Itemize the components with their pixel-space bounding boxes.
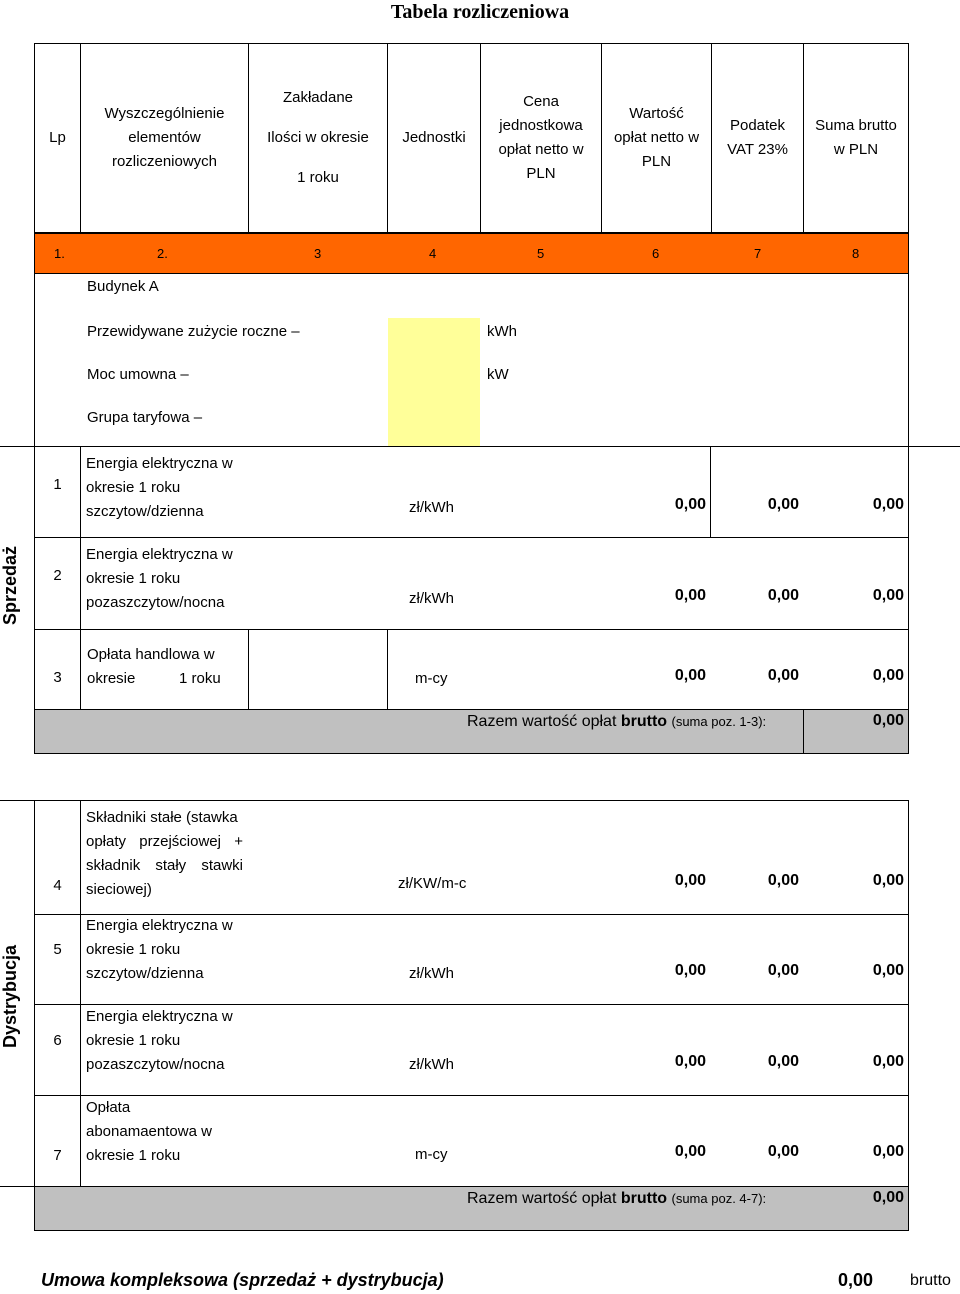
header-units: [387, 43, 481, 233]
header-vat-line2: VAT 23%: [727, 141, 788, 158]
column-number-6: 6: [652, 246, 660, 261]
header-sum: [803, 43, 909, 233]
dist-total-label-bold: brutto: [620, 1190, 668, 1207]
header-price-line2: jednostkowa: [499, 117, 583, 134]
row-1-lp: 1: [53, 475, 62, 493]
row-3-net: 0,00: [674, 667, 706, 684]
row-6-desc-line3: pozaszczytow/nocna: [86, 1056, 225, 1073]
row-3-desc-line2b: 1 roku: [179, 670, 221, 687]
row-4-vat: 0,00: [767, 872, 799, 889]
header-units-label: Jednostki: [402, 129, 466, 146]
row-2-vat: 0,00: [767, 587, 799, 604]
row-3-desc-divider: [248, 629, 249, 710]
row-2-desc-line3: pozaszczytow/nocna: [86, 594, 225, 611]
header-value-line2: opłat netto w: [613, 129, 700, 146]
header-vat: [711, 43, 804, 233]
column-number-5: 5: [537, 246, 545, 261]
column-number-8: 8: [852, 246, 860, 261]
building-input-highlight[interactable]: [388, 318, 480, 446]
row-4-desc-line3: składnik stały stawki: [86, 857, 243, 874]
row-5-description: [80, 908, 250, 986]
row-7-vat: 0,00: [767, 1143, 799, 1160]
header-elements: [80, 43, 249, 233]
building-name: Budynek A: [87, 278, 159, 295]
row-6-lp: 6: [53, 1031, 62, 1049]
row-1-desc-line3: szczytow/dzienna: [86, 503, 204, 520]
sales-total-label-pre: Razem wartość opłat: [467, 713, 617, 730]
row-7-net: 0,00: [674, 1143, 706, 1160]
header-price: [480, 43, 602, 233]
section-sales-label: Sprzedaż: [0, 545, 20, 625]
column-number-2: 2.: [157, 246, 168, 261]
header-value-line3: PLN: [641, 153, 672, 170]
dist-total-label-pre: Razem wartość opłat: [467, 1190, 617, 1207]
row-6-gross: 0,00: [872, 1053, 904, 1070]
row-5-vat: 0,00: [767, 962, 799, 979]
header-lp-label: Lp: [49, 129, 66, 146]
header-qty-line2: Ilości w okresie: [267, 129, 369, 146]
column-number-3: 3: [314, 246, 322, 261]
header-vat-line1: Podatek: [729, 117, 786, 134]
row-5-desc-line1: Energia elektryczna w: [86, 917, 233, 934]
header-lp: [34, 43, 81, 233]
sales-total-value: 0,00: [872, 712, 904, 729]
sales-total-label: [467, 710, 766, 734]
sales-total-label-post: (suma poz. 1-3):: [671, 714, 767, 729]
header-value-line1: Wartość: [629, 105, 684, 122]
row-7-lp: 7: [53, 1146, 62, 1164]
row-5-unit: zł/kWh: [409, 965, 454, 982]
header-elements-line1: Wyszczególnienie: [104, 105, 225, 122]
row-4-unit: zł/KW/m-c: [398, 875, 467, 892]
header-price-line1: Cena: [523, 93, 559, 110]
row-6-description: [80, 999, 250, 1077]
header-sum-line2: w PLN: [833, 141, 879, 158]
usage-label: Przewidywane zużycie roczne –: [87, 323, 300, 340]
row-5-net: 0,00: [674, 962, 706, 979]
row-6-vat: 0,00: [767, 1053, 799, 1070]
building-left-border: [34, 273, 35, 446]
row-4-net: 0,00: [674, 872, 706, 889]
header-value: [601, 43, 712, 233]
row-7-desc-line3: okresie 1 roku: [86, 1147, 181, 1164]
building-right-border: [908, 273, 909, 446]
row-5-gross: 0,00: [872, 962, 904, 979]
header-qty-line1: Zakładane: [282, 89, 354, 106]
row-1-vat: 0,00: [767, 496, 799, 513]
row-7-desc-line2: abonamaentowa w: [86, 1123, 212, 1140]
row-1-unit: zł/kWh: [409, 499, 454, 516]
distribution-total-label: [467, 1187, 766, 1211]
row-7-desc-line1: Opłata: [86, 1099, 131, 1116]
row-3-vat: 0,00: [767, 667, 799, 684]
footer-suffix: brutto: [910, 1272, 951, 1289]
header-quantity: [248, 43, 388, 233]
column-number-1: 1.: [54, 246, 65, 261]
tariff-label: Grupa taryfowa –: [87, 409, 203, 426]
dist-top-line: [0, 800, 34, 801]
header-price-line4: PLN: [526, 165, 556, 182]
column-number-7: 7: [754, 246, 762, 261]
header-price-line3: opłat netto w: [498, 141, 584, 158]
row-3-gross: 0,00: [872, 667, 904, 684]
distribution-total-value: 0,00: [872, 1189, 904, 1206]
row-2-description: [80, 537, 250, 615]
row-6-unit: zł/kWh: [409, 1056, 454, 1073]
usage-unit: kWh: [487, 323, 517, 340]
row-2-net: 0,00: [674, 587, 706, 604]
row-3-desc-line1: Opłata handlowa w: [87, 646, 215, 663]
header-qty-line3: 1 roku: [297, 169, 339, 186]
sales-total-label-bold: brutto: [620, 713, 668, 730]
row-1-desc-line1: Energia elektryczna w: [86, 455, 233, 472]
row-3-unit: m-cy: [415, 670, 448, 687]
row-5-desc-line3: szczytow/dzienna: [86, 965, 204, 982]
section-distribution-label: Dystrybucja: [0, 944, 20, 1048]
row-6-desc-line2: okresie 1 roku: [86, 1032, 181, 1049]
row-2-lp: 2: [53, 566, 62, 584]
row-1-net: 0,00: [674, 496, 706, 513]
row-1-desc-line2: okresie 1 roku: [86, 479, 181, 496]
row-4-desc-line2: opłaty przejściowej +: [86, 833, 243, 850]
header-elements-line2: elementów: [128, 129, 201, 146]
row-6-desc-line1: Energia elektryczna w: [86, 1008, 233, 1025]
row-7-unit: m-cy: [415, 1146, 448, 1163]
row-3-desc-line2: okresie: [87, 670, 136, 687]
row-2-desc-line1: Energia elektryczna w: [86, 546, 233, 563]
column-number-4: 4: [429, 246, 437, 261]
page-title: Tabela rozliczeniowa: [390, 1, 570, 23]
row-5-desc-line2: okresie 1 roku: [86, 941, 181, 958]
row-6-net: 0,00: [674, 1053, 706, 1070]
row-4-lp: 4: [53, 876, 62, 894]
row-5-lp: 5: [53, 940, 62, 958]
row-4-desc-line4: sieciowej): [86, 881, 152, 898]
footer-value: 0,00: [838, 1270, 874, 1290]
row-4-description: [80, 800, 250, 902]
footer-label: Umowa kompleksowa (sprzedaż + dystrybucja): [41, 1270, 444, 1290]
dist-bottom-line: [0, 1186, 34, 1187]
row-1-divider: [710, 446, 711, 538]
row-3-qty-divider: [387, 629, 388, 710]
row-4-gross: 0,00: [872, 872, 904, 889]
row-3-lp: 3: [53, 668, 62, 686]
row-1-gross: 0,00: [872, 496, 904, 513]
header-elements-line3: rozliczeniowych: [111, 153, 218, 170]
row-1-description: [80, 446, 250, 524]
row-2-gross: 0,00: [872, 587, 904, 604]
row-7-description: [80, 1090, 250, 1168]
power-label: Moc umowna –: [87, 366, 189, 383]
dist-total-label-post: (suma poz. 4-7):: [671, 1191, 767, 1206]
row-4-desc-line1: Składniki stałe (stawka: [86, 809, 238, 826]
row-2-unit: zł/kWh: [409, 590, 454, 607]
row-2-desc-line2: okresie 1 roku: [86, 570, 181, 587]
header-sum-line1: Suma brutto: [815, 117, 897, 134]
row-7-gross: 0,00: [872, 1143, 904, 1160]
power-unit: kW: [487, 366, 509, 383]
